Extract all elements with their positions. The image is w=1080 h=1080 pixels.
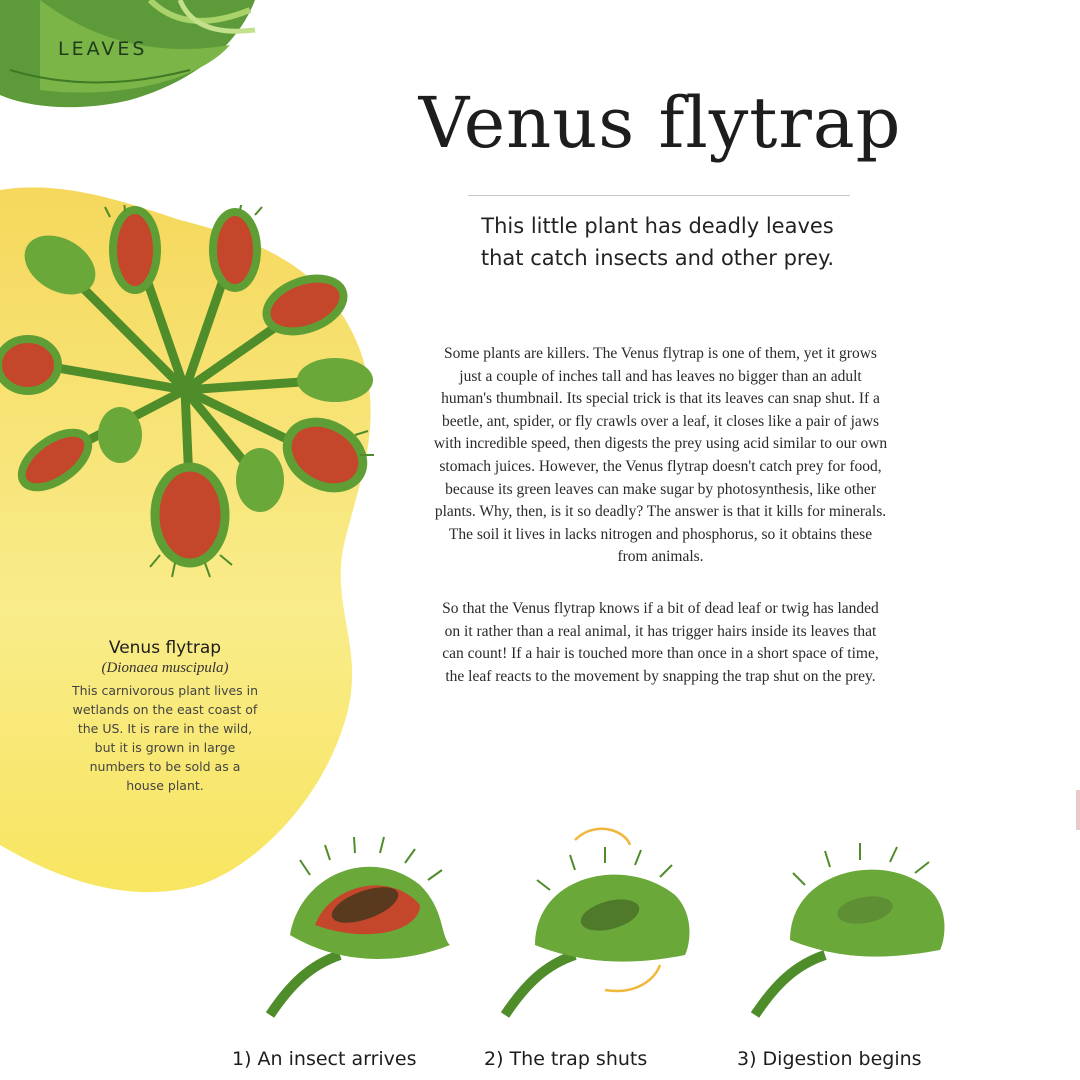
stage-insect-arrives-illustration: [250, 815, 470, 1035]
stage-trap-shuts-illustration: [495, 815, 715, 1035]
stage-digestion-begins-illustration: [745, 815, 965, 1035]
caption-description: This carnivorous plant lives in wetlands on the east coast of the US. It is rare in the wild, but it is grown in large numbers to be sold as a house plant.: [71, 683, 259, 793]
title-divider: [468, 195, 850, 196]
body-paragraph-2: So that the Venus flytrap knows if a bit of dead leaf or twig has landed on it rather than a real animal, it has trigger hairs inside its leaves that can count! If a hair is touched more than once in a short space of time, the leaf reacts to the movement by snapping the trap shut on the prey.: [442, 600, 879, 685]
caption-title: Venus flytrap: [108, 638, 222, 658]
venus-flytrap-rosette-illustration: [0, 205, 390, 585]
page-title: Venus flytrap: [418, 82, 902, 164]
caption-scientific-name: (Dionaea muscipula): [101, 660, 229, 676]
step-label-3: 3) Digestion begins: [737, 1048, 922, 1070]
step-label-1: 1) An insect arrives: [232, 1048, 417, 1070]
plant-caption: [60, 638, 270, 795]
body-paragraph-1: Some plants are killers. The Venus flytrap is one of them, yet it grows just a couple of inches tall and has leaves no bigger than an adult human's thumbnail. Its special trick is that its leaves can snap shut. If a beetle, ant, spider, or fly crawls over a leaf, it closes like a pair of jaws with incredible speed, then digests the prey using acid similar to our own stomach juices. However, the Venus flytrap doesn't catch prey for food, because its green leaves can make sugar by photosynthesis, like other plants. Why, then, is it so deadly? The answer is that it kills for minerals. The soil it lives in lacks nitrogen and phosphorus, so it obtains these from animals.: [433, 345, 888, 566]
page-edge-mark: [1076, 790, 1080, 830]
page-subtitle: This little plant has deadly leaves that catch insects and other prey.: [480, 214, 835, 270]
step-label-2: 2) The trap shuts: [484, 1048, 648, 1070]
section-label: LEAVES: [58, 38, 148, 60]
